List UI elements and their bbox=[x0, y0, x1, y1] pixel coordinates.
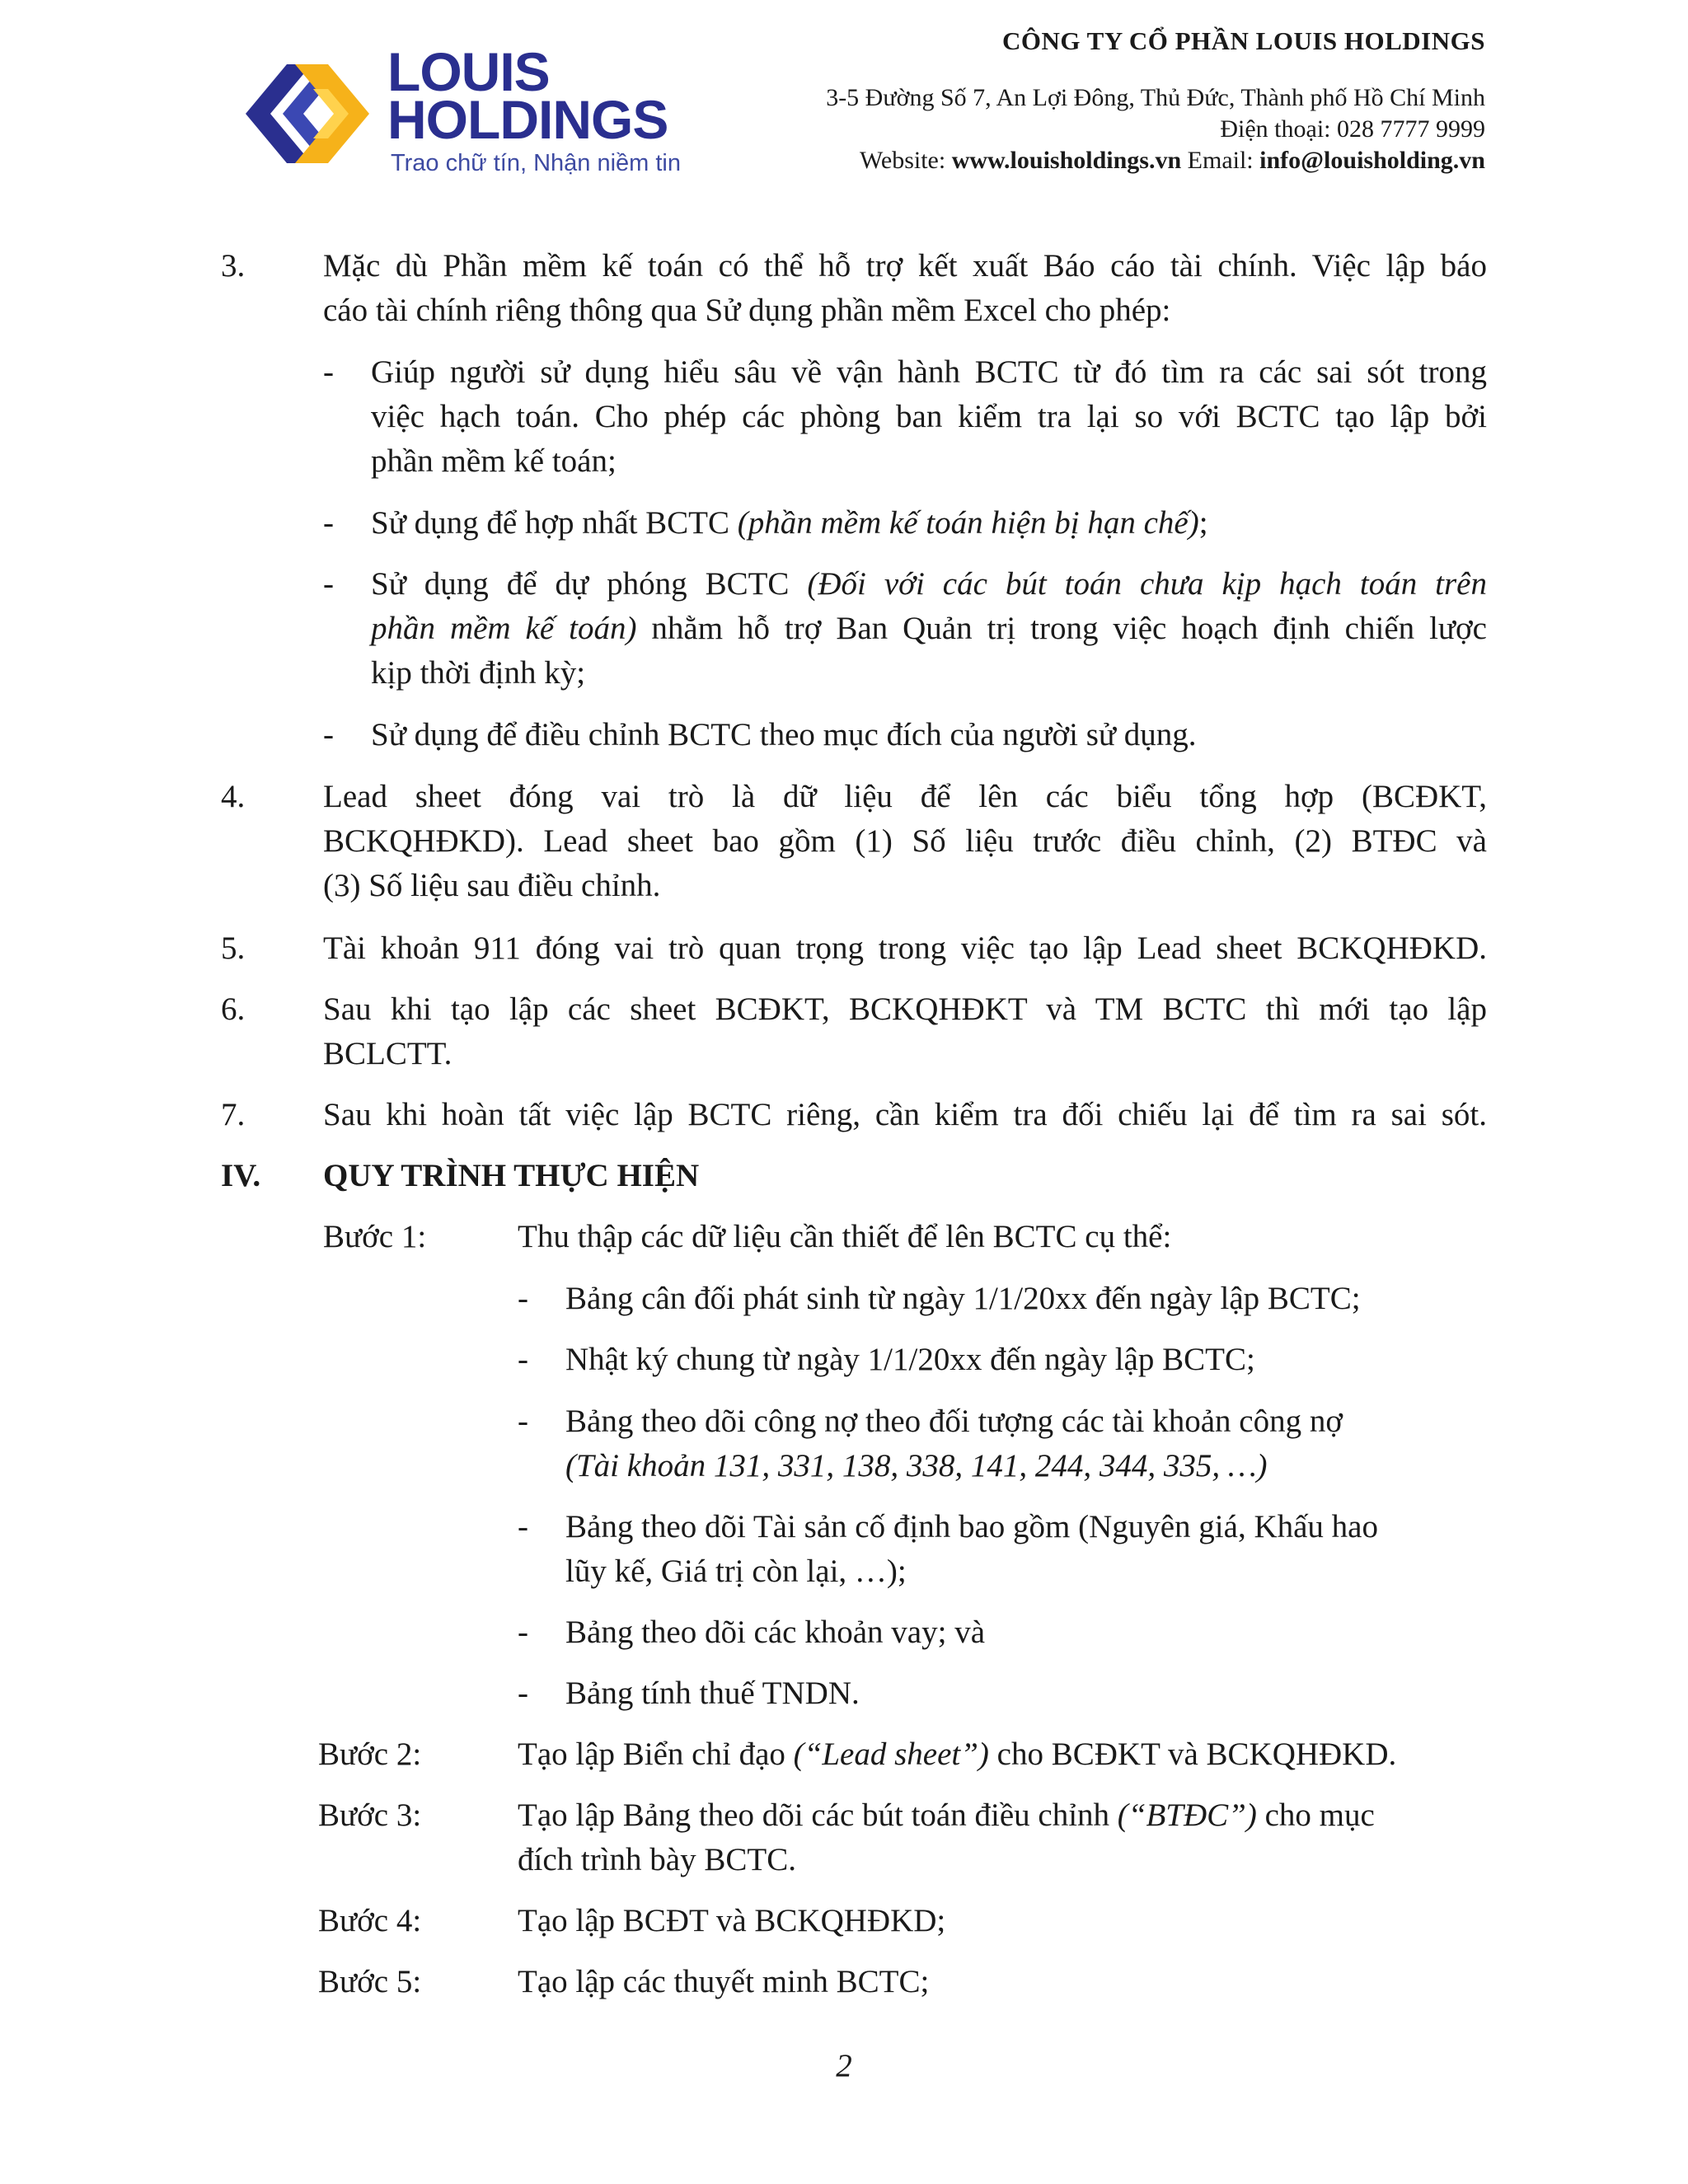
item-number: 6. bbox=[221, 991, 246, 1027]
item-3-bullet3-line2 bbox=[371, 607, 1487, 651]
website-link[interactable]: www.louisholdings.vn bbox=[951, 147, 1182, 174]
step-1-bullet5: Bảng theo dõi các khoản vay; và bbox=[565, 1615, 985, 1650]
bullet-dash: - bbox=[518, 1509, 528, 1544]
logo-wordmark-line2: HOLDINGS bbox=[387, 89, 668, 150]
item-3-line1: Mặc dù Phần mềm kế toán có thể hỗ trợ kết xuất Báo cáo tài chính. Việc lập báo bbox=[323, 248, 1487, 284]
step-1-bullet3-line2 bbox=[565, 1444, 1268, 1488]
item-number: 7. bbox=[221, 1097, 246, 1132]
item-5-line1: Tài khoản 911 đóng vai trò quan trọng trong việc tạo lập Lead sheet BCKQHĐKD. bbox=[323, 930, 1487, 966]
company-address: 3-5 Đường Số 7, An Lợi Đông, Thủ Đức, Thành phố Hồ Chí Minh bbox=[826, 84, 1485, 111]
email-label: Email: bbox=[1181, 147, 1260, 174]
website-label: Website: bbox=[859, 147, 952, 174]
item-3-bullet3-line3: kịp thời định kỳ; bbox=[371, 655, 586, 691]
page-number: 2 bbox=[836, 2048, 852, 2083]
company-phone: Điện thoại: 028 7777 9999 bbox=[1220, 115, 1485, 143]
step-1-bullet4-line2: lũy kế, Giá trị còn lại, …); bbox=[565, 1554, 907, 1589]
bullet3-accounts-italic: (Tài khoản 131, 331, 138, 338, 141, 244, 344, 335, …) bbox=[565, 1448, 1268, 1483]
step-label: Bước 5: bbox=[318, 1964, 422, 1999]
item-7-line1: Sau khi hoàn tất việc lập BCTC riêng, cần kiểm tra đối chiếu lại để tìm ra sai sót. bbox=[323, 1097, 1487, 1132]
item-3-bullet4: Sử dụng để điều chỉnh BCTC theo mục đích của người sử dụng. bbox=[371, 717, 1197, 752]
step-2-text bbox=[518, 1732, 1396, 1777]
logo-wordmark-line1: LOUIS bbox=[387, 41, 550, 102]
item-3-line2: cáo tài chính riêng thông qua Sử dụng phần mềm Excel cho phép: bbox=[323, 293, 1171, 328]
bullet3-text: Sử dụng để dự phóng BCTC bbox=[371, 566, 808, 602]
step-3-body: Tạo lập Bảng theo dõi các bút toán điều chỉnh bbox=[518, 1797, 1118, 1833]
bullet3-italic: (Đối với các bút toán chưa kịp hạch toán trên bbox=[807, 566, 1487, 602]
section-title: QUY TRÌNH THỰC HIỆN bbox=[323, 1158, 700, 1193]
bullet3-italic-2: phần mềm kế toán) bbox=[371, 611, 637, 646]
item-number: 3. bbox=[221, 248, 246, 284]
bullet-dash: - bbox=[518, 1675, 528, 1711]
step-5-text: Tạo lập các thuyết minh BCTC; bbox=[518, 1964, 930, 1999]
step-label: Bước 4: bbox=[318, 1903, 422, 1938]
bullet3-text-2: nhằm hỗ trợ Ban Quản trị trong việc hoạch định chiến lược bbox=[636, 611, 1487, 646]
step-1-bullet4-line1: Bảng theo dõi Tài sản cố định bao gồm (Nguyên giá, Khấu hao bbox=[565, 1509, 1378, 1544]
louis-holdings-logo-icon bbox=[237, 48, 377, 180]
step-1-bullet3-line1: Bảng theo dõi công nợ theo đối tượng các tài khoản công nợ bbox=[565, 1404, 1343, 1439]
bullet-dash: - bbox=[323, 354, 334, 390]
email-link[interactable]: info@louisholding.vn bbox=[1259, 147, 1485, 174]
step-1-bullet1: Bảng cân đối phát sinh từ ngày 1/1/20xx đến ngày lập BCTC; bbox=[565, 1281, 1361, 1316]
item-4-line1: Lead sheet đóng vai trò là dữ liệu để lên các biểu tổng hợp (BCĐKT, bbox=[323, 779, 1487, 814]
item-4-line3: (3) Số liệu sau điều chỉnh. bbox=[323, 868, 661, 903]
item-3-bullet3-line1 bbox=[371, 562, 1487, 607]
step-2-end: cho BCĐKT và BCKQHĐKD. bbox=[988, 1736, 1397, 1772]
step-3-line1 bbox=[518, 1793, 1375, 1838]
step-3-line2: đích trình bày BCTC. bbox=[518, 1842, 796, 1877]
bullet-dash: - bbox=[518, 1342, 528, 1377]
bullet2-italic: (phần mềm kế toán hiện bị hạn chế) bbox=[737, 505, 1199, 541]
bullet-dash: - bbox=[518, 1404, 528, 1439]
step-1-bullet6: Bảng tính thuế TNDN. bbox=[565, 1675, 860, 1711]
item-3-bullet1-line2: việc hạch toán. Cho phép các phòng ban kiểm tra lại so với BCTC tạo lập bởi bbox=[371, 399, 1487, 434]
item-3-bullet1-line3: phần mềm kế toán; bbox=[371, 443, 617, 479]
bullet-dash: - bbox=[518, 1281, 528, 1316]
bullet2-text: Sử dụng để hợp nhất BCTC bbox=[371, 505, 738, 541]
step-3-italic: (“BTĐC”) bbox=[1117, 1797, 1257, 1833]
step-1-text: Thu thập các dữ liệu cần thiết để lên BCTC cụ thể: bbox=[518, 1219, 1172, 1254]
step-2-italic: (“Lead sheet”) bbox=[793, 1736, 989, 1772]
bullet2-end: ; bbox=[1198, 505, 1208, 541]
logo-tagline: Trao chữ tín, Nhận niềm tin bbox=[391, 150, 681, 176]
company-name: CÔNG TY CỔ PHẦN LOUIS HOLDINGS bbox=[1001, 26, 1485, 55]
step-1-bullet2: Nhật ký chung từ ngày 1/1/20xx đến ngày lập BCTC; bbox=[565, 1342, 1255, 1377]
item-number: 4. bbox=[221, 779, 246, 814]
item-6-line2: BCLCTT. bbox=[323, 1036, 452, 1071]
item-4-line2: BCKQHĐKD). Lead sheet bao gồm (1) Số liệu trước điều chỉnh, (2) BTĐC và bbox=[323, 823, 1487, 859]
step-3-end: cho mục bbox=[1256, 1797, 1375, 1833]
step-label: Bước 3: bbox=[318, 1797, 422, 1833]
bullet-dash: - bbox=[323, 505, 334, 541]
bullet-dash: - bbox=[323, 566, 334, 602]
bullet-dash: - bbox=[518, 1615, 528, 1650]
step-2-body: Tạo lập Biển chỉ đạo bbox=[518, 1736, 794, 1772]
item-3-bullet1-line1: Giúp người sử dụng hiểu sâu về vận hành BCTC từ đó tìm ra các sai sót trong bbox=[371, 354, 1487, 390]
item-3-bullet2 bbox=[371, 501, 1208, 546]
company-contact bbox=[860, 147, 1485, 175]
step-label: Bước 1: bbox=[323, 1219, 427, 1254]
step-4-text: Tạo lập BCĐT và BCKQHĐKD; bbox=[518, 1903, 946, 1938]
bullet-dash: - bbox=[323, 717, 334, 752]
section-number: IV. bbox=[221, 1158, 261, 1193]
step-label: Bước 2: bbox=[318, 1736, 422, 1772]
item-number: 5. bbox=[221, 930, 246, 966]
item-6-line1: Sau khi tạo lập các sheet BCĐKT, BCKQHĐKT và TM BCTC thì mới tạo lập bbox=[323, 991, 1487, 1027]
